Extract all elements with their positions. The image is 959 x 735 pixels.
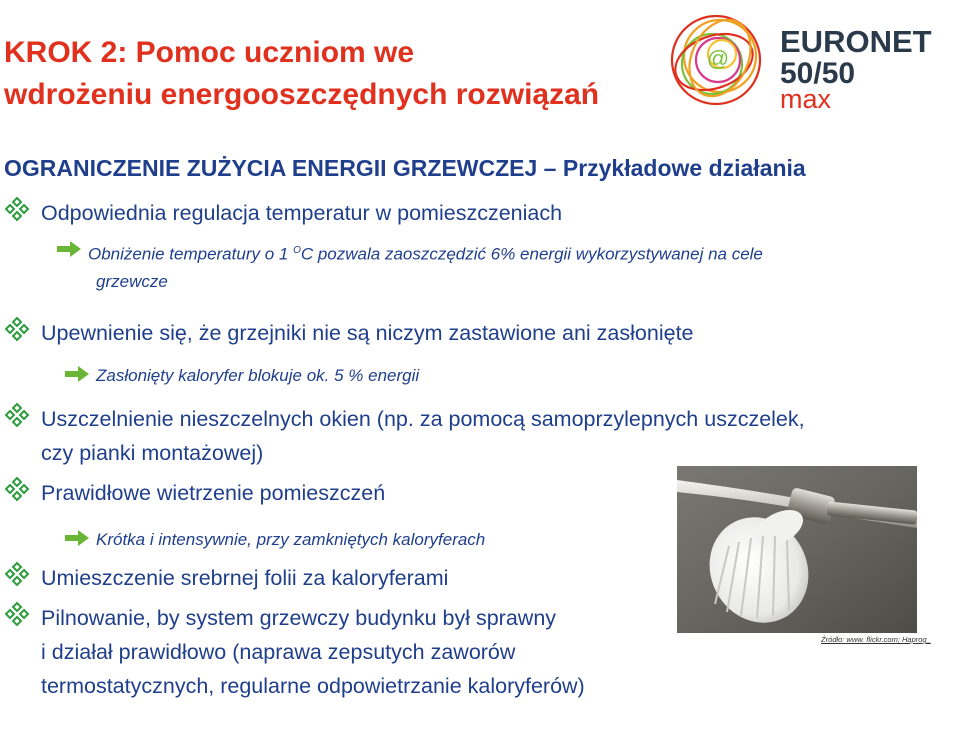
bullet-text [41,402,805,470]
euronet-logo [668,6,953,116]
slide-title-line2: wdrożeniu energooszczędnych rozwiązań [4,78,600,111]
diamond-bullet-icon [4,316,30,342]
thermostat-valve-photo [677,466,917,633]
degree-sup: O [293,245,301,256]
bullet-text: Umieszczenie srebrnej folii za kaloryferami [41,566,449,590]
diamond-bullet-icon [4,561,30,587]
svg-text:@: @ [706,46,730,71]
diamond-bullet-icon [4,402,30,428]
bullet-item [4,316,694,350]
bullet-text-line2: i działał prawidłowo (naprawa zepsutych zaworów [41,640,516,664]
diamond-bullet-icon [4,196,30,222]
bullet-text: Upewnienie się, że grzejniki nie są niczym zastawione ani zasłonięte [41,321,694,345]
bullet-text-line1: Uszczelnienie nieszczelnych okien (np. za pomocą samoprzylepnych uszczelek, [41,407,805,431]
sub-text [88,237,763,295]
photo-credit: Źródło: www. flickr.com; Haprog_ [821,635,931,644]
slide-title [4,32,599,116]
bullet-text [41,601,585,703]
right-arrow-icon [56,240,82,258]
logo-text-max: max [780,84,832,114]
sub-item [56,237,763,295]
sub-text-part1: Obniżenie temperatury o 1 [88,244,294,264]
section-heading: OGRANICZENIE ZUŻYCIA ENERGII GRZEWCZEJ – Przykładowe działania [4,155,806,181]
bullet-item [4,402,805,470]
bullet-item [4,196,562,230]
sub-text: Krótka i intensywnie, przy zamkniętych kaloryferach [96,530,486,549]
logo-text-5050: 50/50 [780,57,856,90]
bullet-item [4,476,385,510]
bullet-text-line2: czy pianki montażowej) [41,441,264,465]
bullet-text: Prawidłowe wietrzenie pomieszczeń [41,481,386,505]
logo-text-euronet: EURONET [780,24,932,59]
bullet-text-line3: termostatycznych, regularne odpowietrzanie kaloryferów) [41,674,585,698]
right-arrow-icon [64,529,90,547]
sub-text-part2: C pozwala zaoszczędzić 6% energii wykorzystywanej na cele [300,244,763,264]
sub-text-line2: grzewcze [96,271,168,291]
sub-text: Zasłonięty kaloryfer blokuje ok. 5 % energii [96,366,420,385]
diamond-bullet-icon [4,476,30,502]
bullet-text: Odpowiednia regulacja temperatur w pomieszczeniach [41,201,563,225]
bullet-text-line1: Pilnowanie, by system grzewczy budynku był sprawny [41,606,557,630]
bullet-item [4,601,585,703]
diamond-bullet-icon [4,601,30,627]
bullet-item [4,561,448,595]
slide-title-line1: KROK 2: Pomoc uczniom we [4,36,415,69]
sub-item [64,526,485,553]
sub-item [64,362,419,389]
right-arrow-icon [64,365,90,383]
